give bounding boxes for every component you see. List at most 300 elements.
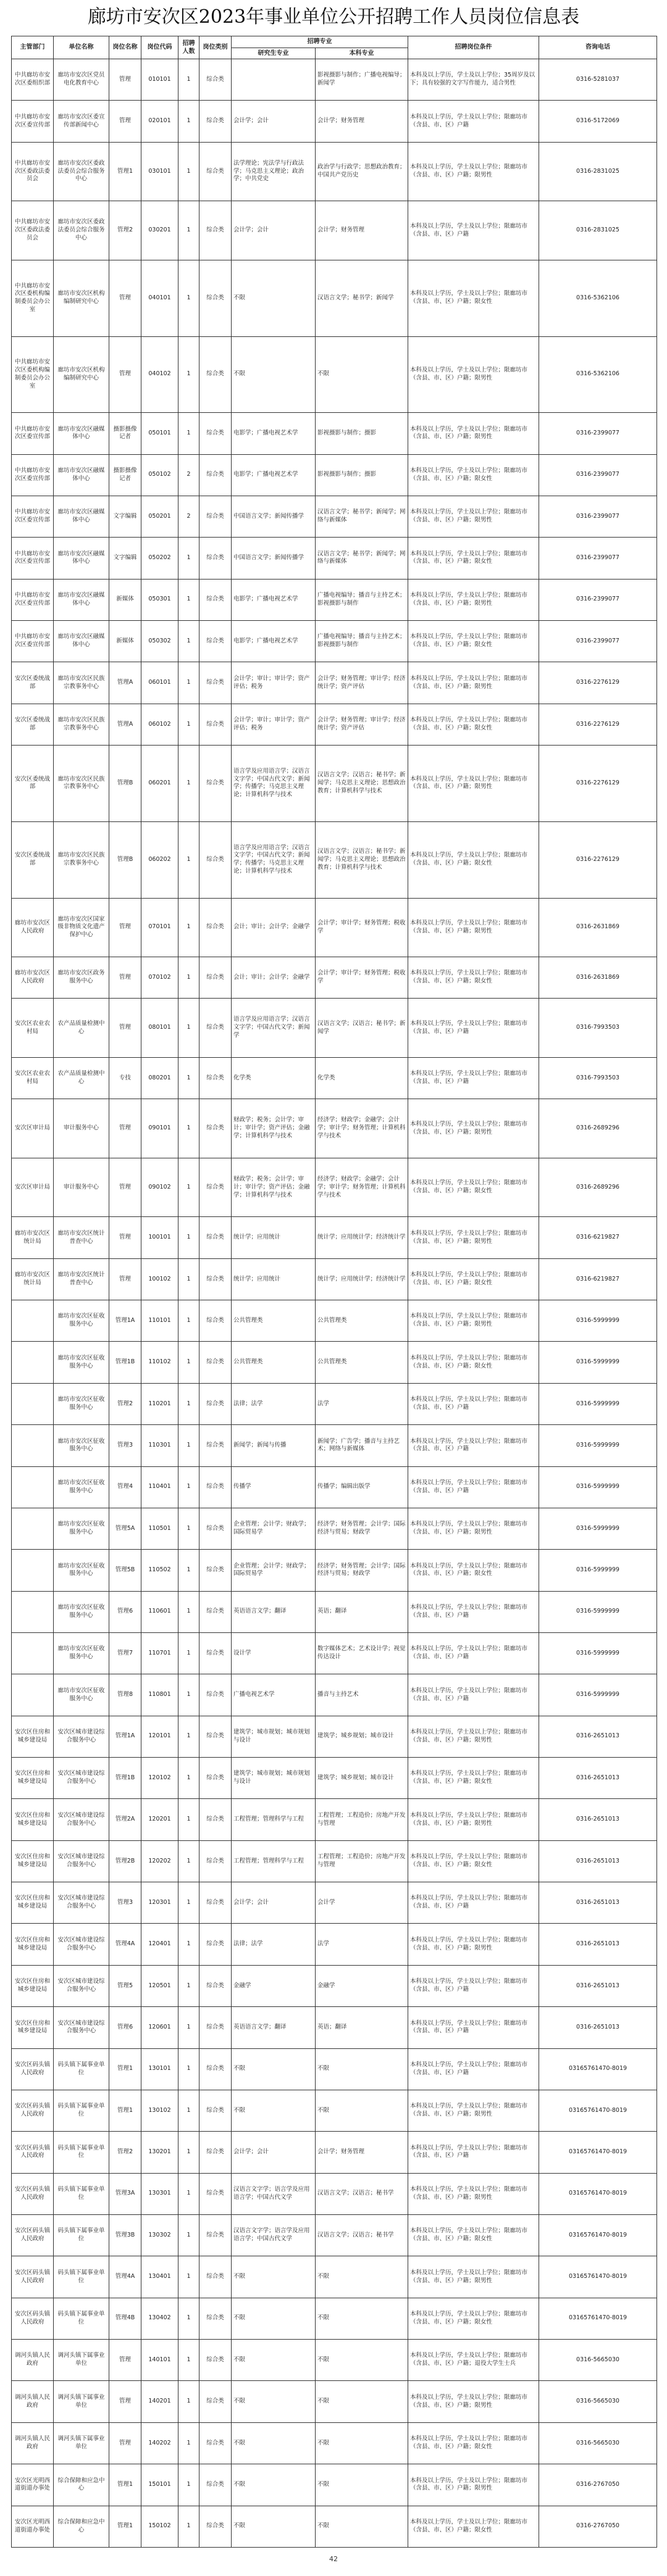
cell-dept: 安次区委统战部 bbox=[12, 746, 54, 822]
cell-post: 管理B bbox=[109, 746, 141, 822]
cell-post: 管理B bbox=[109, 821, 141, 898]
cell-post: 管理2 bbox=[109, 201, 141, 260]
cell-phone: 0316-2399077 bbox=[539, 579, 657, 620]
cell-phone: 0316-2631869 bbox=[539, 957, 657, 999]
table-row bbox=[12, 2007, 657, 2048]
cell-type: 综合类 bbox=[199, 746, 232, 822]
table-row bbox=[12, 1258, 657, 1300]
header-phone: 咨询电话 bbox=[539, 36, 657, 59]
cell-post: 管理 bbox=[109, 59, 141, 101]
table-row bbox=[12, 142, 657, 201]
cell-code: 110201 bbox=[141, 1383, 178, 1424]
cell-ug: 传播学；编辑出版学 bbox=[316, 1466, 408, 1508]
cell-num: 1 bbox=[178, 2215, 199, 2256]
cell-code: 110601 bbox=[141, 1591, 178, 1632]
cell-type: 综合类 bbox=[199, 201, 232, 260]
cell-code: 040101 bbox=[141, 260, 178, 336]
cell-num: 1 bbox=[178, 1508, 199, 1549]
cell-phone: 0316-2399077 bbox=[539, 413, 657, 454]
cell-code: 120202 bbox=[141, 1840, 178, 1882]
cell-ug: 经济学；财务管理；会计学；国际经济与贸易；财政学 bbox=[316, 1508, 408, 1549]
cell-post: 新媒体 bbox=[109, 621, 141, 662]
cell-post: 管理 bbox=[109, 1258, 141, 1300]
cell-dept: 安次区委统战部 bbox=[12, 821, 54, 898]
cell-grad: 电影学；广播电视艺术学 bbox=[232, 579, 316, 620]
table-row bbox=[12, 454, 657, 496]
cell-post: 管理1B bbox=[109, 1758, 141, 1799]
cell-phone: 0316-6219827 bbox=[539, 1217, 657, 1258]
table-row bbox=[12, 1924, 657, 1965]
cell-grad: 财政学；税务；会计学；审计；审计学；资产评估；金融学；计算机科学与技术 bbox=[232, 1099, 316, 1158]
cell-unit: 廊坊市安次区委政法委员会综合服务中心 bbox=[54, 201, 109, 260]
cell-num: 1 bbox=[178, 2048, 199, 2090]
cell-phone: 0316-2276129 bbox=[539, 746, 657, 822]
cell-grad: 公共管理类 bbox=[232, 1342, 316, 1383]
cell-unit: 农产品质量检测中心 bbox=[54, 999, 109, 1058]
cell-post: 专技 bbox=[109, 1057, 141, 1099]
cell-num: 1 bbox=[178, 1716, 199, 1757]
cell-code: 110502 bbox=[141, 1550, 178, 1591]
cell-cond: 本科及以上学历，学士及以上学位；限廊坊市（含县、市、区）户籍；限男性 bbox=[408, 2090, 539, 2131]
cell-grad: 中国语言文学；新闻传播学 bbox=[232, 538, 316, 579]
cell-phone: 0316-2399077 bbox=[539, 538, 657, 579]
cell-grad: 不限 bbox=[232, 2506, 316, 2547]
cell-unit: 农产品质量检测中心 bbox=[54, 1057, 109, 1099]
cell-cond: 本科及以上学历，学士及以上学位；限廊坊市（含县、市、区）户籍 bbox=[408, 1425, 539, 1466]
cell-unit: 廊坊市安次区统计普查中心 bbox=[54, 1258, 109, 1300]
cell-ug: 会计学；审计学；财务管理；税收学 bbox=[316, 957, 408, 999]
cell-num: 1 bbox=[178, 1158, 199, 1217]
cell-code: 090101 bbox=[141, 1099, 178, 1158]
cell-phone: 0316-5281037 bbox=[539, 59, 657, 101]
table-row bbox=[12, 898, 657, 957]
table-row bbox=[12, 2132, 657, 2173]
table-row bbox=[12, 2340, 657, 2381]
cell-dept: 廊坊市安次区人民政府 bbox=[12, 898, 54, 957]
cell-type: 综合类 bbox=[199, 538, 232, 579]
cell-cond: 本科及以上学历，学士及以上学位；限廊坊市（含县、市、区）户籍；限女性 bbox=[408, 2506, 539, 2547]
table-row bbox=[12, 413, 657, 454]
cell-cond: 本科及以上学历，学士及以上学位；限廊坊市（含县、市、区）户籍 bbox=[408, 1383, 539, 1424]
cell-unit: 廊坊市安次区融媒体中心 bbox=[54, 579, 109, 620]
cell-cond: 本科及以上学历，学士及以上学位；限廊坊市（含县、市、区）户籍；限男性 bbox=[408, 2381, 539, 2422]
cell-post: 管理6 bbox=[109, 1591, 141, 1632]
cell-ug: 不限 bbox=[316, 336, 408, 413]
cell-unit: 安次区城市建设综合服务中心 bbox=[54, 1758, 109, 1799]
cell-dept: 安次区委统战部 bbox=[12, 704, 54, 745]
cell-dept: 安次区农业农村局 bbox=[12, 999, 54, 1058]
cell-post: 管理4A bbox=[109, 2256, 141, 2298]
cell-phone: 0316-2767050 bbox=[539, 2506, 657, 2547]
cell-post: 管理1 bbox=[109, 142, 141, 201]
cell-num: 1 bbox=[178, 2464, 199, 2506]
cell-phone: 0316-2651013 bbox=[539, 1924, 657, 1965]
cell-grad: 不限 bbox=[232, 2381, 316, 2422]
cell-dept: 中共廊坊市安次区委宣传部 bbox=[12, 101, 54, 142]
cell-dept: 中共廊坊市安次区委宣传部 bbox=[12, 621, 54, 662]
cell-phone: 0316-2831025 bbox=[539, 201, 657, 260]
cell-unit: 安次区城市建设综合服务中心 bbox=[54, 1799, 109, 1840]
cell-cond: 本科及以上学历，学士及以上学位；限廊坊市（含县、市、区）户籍；限男性 bbox=[408, 1099, 539, 1158]
cell-unit: 廊坊市安次区征收服务中心 bbox=[54, 1383, 109, 1424]
cell-code: 100101 bbox=[141, 1217, 178, 1258]
cell-code: 090102 bbox=[141, 1158, 178, 1217]
cell-unit: 廊坊市安次区征收服务中心 bbox=[54, 1632, 109, 1674]
cell-ug: 经济学；财政学；金融学；会计学；审计学；财务管理；计算机科学与技术 bbox=[316, 1158, 408, 1217]
header-unit: 单位名称 bbox=[54, 36, 109, 59]
cell-unit: 码头镇下属事业单位 bbox=[54, 2256, 109, 2298]
cell-post: 管理5B bbox=[109, 1550, 141, 1591]
cell-dept: 安次区住房和城乡建设局 bbox=[12, 1882, 54, 1924]
cell-grad: 企业管理；会计学；财政学；国际贸易学 bbox=[232, 1550, 316, 1591]
cell-num: 1 bbox=[178, 1258, 199, 1300]
cell-ug: 汉语言文学；秘书学；新闻学；网络与新媒体 bbox=[316, 538, 408, 579]
cell-grad: 会计学；会计 bbox=[232, 201, 316, 260]
cell-unit: 廊坊市安次区征收服务中心 bbox=[54, 1591, 109, 1632]
cell-cond: 本科及以上学历，学士及以上学位；限廊坊市（含县、市、区）户籍；限男性 bbox=[408, 2173, 539, 2214]
cell-dept: 安次区住房和城乡建设局 bbox=[12, 2007, 54, 2048]
cell-dept: 安次区委统战部 bbox=[12, 662, 54, 704]
table-row bbox=[12, 1799, 657, 1840]
cell-ug: 会计学；财务管理 bbox=[316, 2132, 408, 2173]
cell-type: 综合类 bbox=[199, 1342, 232, 1383]
cell-grad: 化学类 bbox=[232, 1057, 316, 1099]
cell-post: 管理 bbox=[109, 101, 141, 142]
cell-type: 综合类 bbox=[199, 621, 232, 662]
cell-phone: 03165761470-8019 bbox=[539, 2215, 657, 2256]
cell-phone: 03165761470-8019 bbox=[539, 2298, 657, 2339]
cell-dept: 中共廊坊市安次区委宣传部 bbox=[12, 454, 54, 496]
cell-unit: 廊坊市安次区统计普查中心 bbox=[54, 1217, 109, 1258]
cell-cond: 本科及以上学历，学士及以上学位；限廊坊市（含县、市、区）户籍 bbox=[408, 1591, 539, 1632]
cell-dept bbox=[12, 1342, 54, 1383]
cell-type: 综合类 bbox=[199, 1258, 232, 1300]
cell-ug: 法学 bbox=[316, 1383, 408, 1424]
cell-post: 文字编辑 bbox=[109, 496, 141, 537]
cell-unit: 廊坊市安次区征收服务中心 bbox=[54, 1466, 109, 1508]
cell-ug: 不限 bbox=[316, 2381, 408, 2422]
cell-code: 140202 bbox=[141, 2422, 178, 2464]
cell-ug: 不限 bbox=[316, 2464, 408, 2506]
cell-ug: 英语；翻译 bbox=[316, 2007, 408, 2048]
cell-type: 综合类 bbox=[199, 1591, 232, 1632]
cell-cond: 本科及以上学历，学士及以上学位；限廊坊市（含县、市、区）户籍 bbox=[408, 999, 539, 1058]
cell-dept: 安次区审计局 bbox=[12, 1158, 54, 1217]
cell-post: 管理6 bbox=[109, 2007, 141, 2048]
cell-code: 050301 bbox=[141, 579, 178, 620]
table-row bbox=[12, 59, 657, 101]
table-row bbox=[12, 2090, 657, 2131]
cell-cond: 本科及以上学历，学士及以上学位；限廊坊市（含县、市、区）户籍；限男性 bbox=[408, 142, 539, 201]
table-row bbox=[12, 579, 657, 620]
cell-post: 管理 bbox=[109, 1217, 141, 1258]
cell-phone: 0316-5362106 bbox=[539, 260, 657, 336]
table-row bbox=[12, 957, 657, 999]
cell-code: 040102 bbox=[141, 336, 178, 413]
cell-grad: 中国语言文学；新闻传播学 bbox=[232, 496, 316, 537]
cell-code: 110701 bbox=[141, 1632, 178, 1674]
cell-num: 1 bbox=[178, 2090, 199, 2131]
cell-post: 管理 bbox=[109, 999, 141, 1058]
table-row bbox=[12, 1508, 657, 1549]
cell-ug: 经济学；财政学；金融学；会计学；审计学；财务管理；计算机科学与技术 bbox=[316, 1099, 408, 1158]
cell-grad: 会计学；会计 bbox=[232, 101, 316, 142]
cell-phone: 0316-5172069 bbox=[539, 101, 657, 142]
cell-unit: 安次区城市建设综合服务中心 bbox=[54, 1882, 109, 1924]
cell-ug: 法学 bbox=[316, 1924, 408, 1965]
cell-phone: 0316-2631869 bbox=[539, 898, 657, 957]
cell-ug: 不限 bbox=[316, 2340, 408, 2381]
cell-post: 摄影摄像记者 bbox=[109, 454, 141, 496]
table-row bbox=[12, 2506, 657, 2547]
cell-grad: 不限 bbox=[232, 2090, 316, 2131]
cell-unit: 廊坊市安次区融媒体中心 bbox=[54, 413, 109, 454]
cell-post: 新媒体 bbox=[109, 579, 141, 620]
cell-post: 管理 bbox=[109, 898, 141, 957]
cell-ug: 化学类 bbox=[316, 1057, 408, 1099]
cell-ug: 数字媒体艺术；艺术设计学；视觉传达设计 bbox=[316, 1632, 408, 1674]
cell-ug: 影视摄影与制作；摄影 bbox=[316, 454, 408, 496]
cell-cond: 本科及以上学历，学士及以上学位；限廊坊市（含县、市、区）户籍；限女性 bbox=[408, 2422, 539, 2464]
cell-code: 130401 bbox=[141, 2256, 178, 2298]
header-cond: 招聘岗位条件 bbox=[408, 36, 539, 59]
cell-grad: 设计学 bbox=[232, 1632, 316, 1674]
header-num: 招聘人数 bbox=[178, 36, 199, 59]
cell-dept: 安次区码头镇人民政府 bbox=[12, 2090, 54, 2131]
cell-num: 1 bbox=[178, 662, 199, 704]
table-row bbox=[12, 336, 657, 413]
cell-post: 管理1 bbox=[109, 2464, 141, 2506]
cell-num: 1 bbox=[178, 1300, 199, 1342]
cell-unit: 安次区城市建设综合服务中心 bbox=[54, 1716, 109, 1757]
cell-num: 1 bbox=[178, 1466, 199, 1508]
cell-unit: 廊坊市安次区融媒体中心 bbox=[54, 496, 109, 537]
cell-type: 综合类 bbox=[199, 1425, 232, 1466]
cell-cond: 本科及以上学历，学士及以上学位；限廊坊市（含县、市、区）户籍；限女性 bbox=[408, 2215, 539, 2256]
cell-unit: 廊坊市安次区征收服务中心 bbox=[54, 1508, 109, 1549]
cell-num: 1 bbox=[178, 201, 199, 260]
cell-phone: 0316-5999999 bbox=[539, 1383, 657, 1424]
cell-code: 070101 bbox=[141, 898, 178, 957]
cell-type: 综合类 bbox=[199, 1882, 232, 1924]
cell-ug: 建筑学；城乡规划；城市设计 bbox=[316, 1758, 408, 1799]
cell-num: 1 bbox=[178, 1383, 199, 1424]
cell-num: 1 bbox=[178, 2132, 199, 2173]
cell-ug: 不限 bbox=[316, 2256, 408, 2298]
cell-type: 综合类 bbox=[199, 2132, 232, 2173]
table-row bbox=[12, 1716, 657, 1757]
cell-grad: 电影学；广播电视艺术学 bbox=[232, 621, 316, 662]
cell-num: 1 bbox=[178, 821, 199, 898]
table-row bbox=[12, 746, 657, 822]
cell-ug: 公共管理类 bbox=[316, 1342, 408, 1383]
cell-code: 150102 bbox=[141, 2506, 178, 2547]
cell-type: 综合类 bbox=[199, 1632, 232, 1674]
cell-num: 1 bbox=[178, 1965, 199, 2006]
cell-num: 1 bbox=[178, 1758, 199, 1799]
cell-type: 综合类 bbox=[199, 2256, 232, 2298]
cell-phone: 0316-2399077 bbox=[539, 496, 657, 537]
table-row bbox=[12, 1217, 657, 1258]
cell-unit: 码头镇下属事业单位 bbox=[54, 2090, 109, 2131]
cell-ug: 不限 bbox=[316, 2506, 408, 2547]
cell-cond: 本科及以上学历，学士及以上学位；限廊坊市（含县、市、区）户籍；限女性 bbox=[408, 1758, 539, 1799]
cell-code: 100102 bbox=[141, 1258, 178, 1300]
cell-phone: 0316-2651013 bbox=[539, 1882, 657, 1924]
cell-code: 110401 bbox=[141, 1466, 178, 1508]
cell-dept bbox=[12, 1591, 54, 1632]
cell-unit: 廊坊市安次区融媒体中心 bbox=[54, 621, 109, 662]
cell-num: 1 bbox=[178, 579, 199, 620]
table-row bbox=[12, 1383, 657, 1424]
cell-num: 1 bbox=[178, 2381, 199, 2422]
cell-ug: 工程管理；工程造价；房地产开发与管理 bbox=[316, 1799, 408, 1840]
cell-unit: 码头镇下属事业单位 bbox=[54, 2298, 109, 2339]
cell-dept bbox=[12, 1300, 54, 1342]
cell-phone: 03165761470-8019 bbox=[539, 2173, 657, 2214]
cell-phone: 0316-2276129 bbox=[539, 704, 657, 745]
cell-ug: 统计学；应用统计学；经济统计学 bbox=[316, 1217, 408, 1258]
cell-dept: 中共廊坊市安次区委机构编制委员会办公室 bbox=[12, 260, 54, 336]
cell-cond: 本科及以上学历，学士及以上学位；限廊坊市（含县、市、区）户籍；限女性 bbox=[408, 704, 539, 745]
table-row bbox=[12, 1099, 657, 1158]
cell-phone: 0316-6219827 bbox=[539, 1258, 657, 1300]
cell-phone: 0316-5999999 bbox=[539, 1591, 657, 1632]
cell-unit: 廊坊市安次区民族宗教事务中心 bbox=[54, 704, 109, 745]
cell-cond: 本科及以上学历，学士及以上学位；限廊坊市（含县、市、区）户籍；限男性 bbox=[408, 1716, 539, 1757]
cell-grad: 法学理论；宪法学与行政法学；马克思主义理论；政治学；中共党史 bbox=[232, 142, 316, 201]
cell-num: 1 bbox=[178, 101, 199, 142]
table-row bbox=[12, 2464, 657, 2506]
cell-post: 管理 bbox=[109, 2381, 141, 2422]
cell-num: 1 bbox=[178, 621, 199, 662]
cell-post: 管理7 bbox=[109, 1632, 141, 1674]
cell-phone: 0316-5999999 bbox=[539, 1300, 657, 1342]
cell-type: 综合类 bbox=[199, 2090, 232, 2131]
cell-phone: 0316-2767050 bbox=[539, 2464, 657, 2506]
cell-type: 综合类 bbox=[199, 1674, 232, 1716]
cell-grad: 不限 bbox=[232, 336, 316, 413]
cell-ug: 影视摄影与制作；广播电视编导；新闻学 bbox=[316, 59, 408, 101]
cell-cond: 本科及以上学历，学士及以上学位；限廊坊市（含县、市、区）户籍；限男性 bbox=[408, 898, 539, 957]
cell-grad: 不限 bbox=[232, 2298, 316, 2339]
cell-type: 综合类 bbox=[199, 579, 232, 620]
table-row bbox=[12, 260, 657, 336]
table-row bbox=[12, 1342, 657, 1383]
cell-unit: 廊坊市安次区党员电化教育中心 bbox=[54, 59, 109, 101]
cell-unit: 廊坊市安次区委宣传部新闻中心 bbox=[54, 101, 109, 142]
table-row bbox=[12, 621, 657, 662]
cell-phone: 0316-2689296 bbox=[539, 1099, 657, 1158]
cell-num: 1 bbox=[178, 2340, 199, 2381]
cell-dept: 安次区码头镇人民政府 bbox=[12, 2173, 54, 2214]
cell-grad: 工程管理；管理科学与工程 bbox=[232, 1840, 316, 1882]
cell-phone: 03165761470-8019 bbox=[539, 2256, 657, 2298]
cell-unit: 廊坊市安次区委政法委员会综合服务中心 bbox=[54, 142, 109, 201]
cell-ug: 新闻学；广告学；播音与主持艺术；网络与新媒体 bbox=[316, 1425, 408, 1466]
cell-post: 管理 bbox=[109, 1158, 141, 1217]
cell-code: 120102 bbox=[141, 1758, 178, 1799]
cell-unit: 廊坊市安次区征收服务中心 bbox=[54, 1674, 109, 1716]
cell-grad: 英语语言文学；翻译 bbox=[232, 1591, 316, 1632]
cell-type: 综合类 bbox=[199, 957, 232, 999]
table-row bbox=[12, 821, 657, 898]
cell-phone: 0316-2276129 bbox=[539, 821, 657, 898]
cell-num: 1 bbox=[178, 1099, 199, 1158]
cell-cond: 本科及以上学历，学士及以上学位；限廊坊市（含县、市、区）户籍；限男性 bbox=[408, 413, 539, 454]
cell-ug: 汉语言文学；汉语言；秘书学 bbox=[316, 2173, 408, 2214]
cell-phone: 0316-7993503 bbox=[539, 999, 657, 1058]
cell-type: 综合类 bbox=[199, 1924, 232, 1965]
cell-code: 060102 bbox=[141, 704, 178, 745]
cell-grad: 不限 bbox=[232, 2256, 316, 2298]
cell-num: 1 bbox=[178, 336, 199, 413]
cell-ug: 汉语言文学；汉语言；秘书学；新闻学；马克思主义理论；思想政治教育；计算机科学与技术 bbox=[316, 821, 408, 898]
cell-ug: 不限 bbox=[316, 2090, 408, 2131]
cell-code: 030201 bbox=[141, 201, 178, 260]
cell-code: 120301 bbox=[141, 1882, 178, 1924]
cell-post: 管理1 bbox=[109, 2090, 141, 2131]
cell-dept: 安次区码头镇人民政府 bbox=[12, 2048, 54, 2090]
cell-grad: 不限 bbox=[232, 2422, 316, 2464]
cell-phone: 0316-2399077 bbox=[539, 454, 657, 496]
cell-ug: 会计学；财务管理；审计学；经济统计学；资产评估 bbox=[316, 704, 408, 745]
cell-grad: 企业管理；会计学；财政学；国际贸易学 bbox=[232, 1508, 316, 1549]
cell-dept: 廊坊市安次区统计局 bbox=[12, 1258, 54, 1300]
cell-post: 管理4A bbox=[109, 1924, 141, 1965]
cell-type: 综合类 bbox=[199, 2464, 232, 2506]
table-row bbox=[12, 1425, 657, 1466]
cell-grad: 语言学及应用语言学；汉语言文字学；中国古代文学；新闻学；传播学；马克思主义理论；计算机科学与技术 bbox=[232, 746, 316, 822]
cell-type: 综合类 bbox=[199, 662, 232, 704]
cell-phone: 0316-2651013 bbox=[539, 1758, 657, 1799]
cell-ug: 会计学 bbox=[316, 1882, 408, 1924]
cell-ug: 会计学；财务管理 bbox=[316, 201, 408, 260]
cell-num: 1 bbox=[178, 2173, 199, 2214]
cell-post: 管理1 bbox=[109, 2506, 141, 2547]
cell-unit: 调河头镇下属事业单位 bbox=[54, 2340, 109, 2381]
cell-post: 管理5A bbox=[109, 1508, 141, 1549]
table-row bbox=[12, 1674, 657, 1716]
cell-unit: 码头镇下属事业单位 bbox=[54, 2173, 109, 2214]
cell-dept: 安次区住房和城乡建设局 bbox=[12, 1758, 54, 1799]
cell-code: 120201 bbox=[141, 1799, 178, 1840]
cell-cond: 本科及以上学历，学士及以上学位；限廊坊市（含县、市、区）户籍 bbox=[408, 2007, 539, 2048]
header-dept: 主管部门 bbox=[12, 36, 54, 59]
table-row bbox=[12, 999, 657, 1058]
cell-grad: 汉语言文字学；语言学及应用语言学；中国古代文学 bbox=[232, 2215, 316, 2256]
cell-cond: 本科及以上学历，学士及以上学位；限廊坊市（含县、市、区）户籍；限女性 bbox=[408, 1158, 539, 1217]
table-row bbox=[12, 704, 657, 745]
cell-grad bbox=[232, 59, 316, 101]
cell-grad: 会计；审计；会计学；金融学 bbox=[232, 957, 316, 999]
cell-code: 110801 bbox=[141, 1674, 178, 1716]
cell-grad: 建筑学；城市规划；城市规划与设计 bbox=[232, 1716, 316, 1757]
cell-cond: 本科及以上学历，学士及以上学位；限廊坊市（含县、市、区）户籍；限男性 bbox=[408, 1300, 539, 1342]
cell-num: 1 bbox=[178, 538, 199, 579]
cell-dept: 安次区住房和城乡建设局 bbox=[12, 1924, 54, 1965]
cell-code: 130302 bbox=[141, 2215, 178, 2256]
table-row bbox=[12, 1840, 657, 1882]
cell-unit: 安次区城市建设综合服务中心 bbox=[54, 1924, 109, 1965]
cell-dept: 安次区住房和城乡建设局 bbox=[12, 1965, 54, 2006]
cell-dept bbox=[12, 1632, 54, 1674]
cell-type: 综合类 bbox=[199, 1840, 232, 1882]
cell-post: 管理4 bbox=[109, 1466, 141, 1508]
cell-num: 1 bbox=[178, 1550, 199, 1591]
cell-phone: 0316-5999999 bbox=[539, 1674, 657, 1716]
cell-num: 1 bbox=[178, 1882, 199, 1924]
